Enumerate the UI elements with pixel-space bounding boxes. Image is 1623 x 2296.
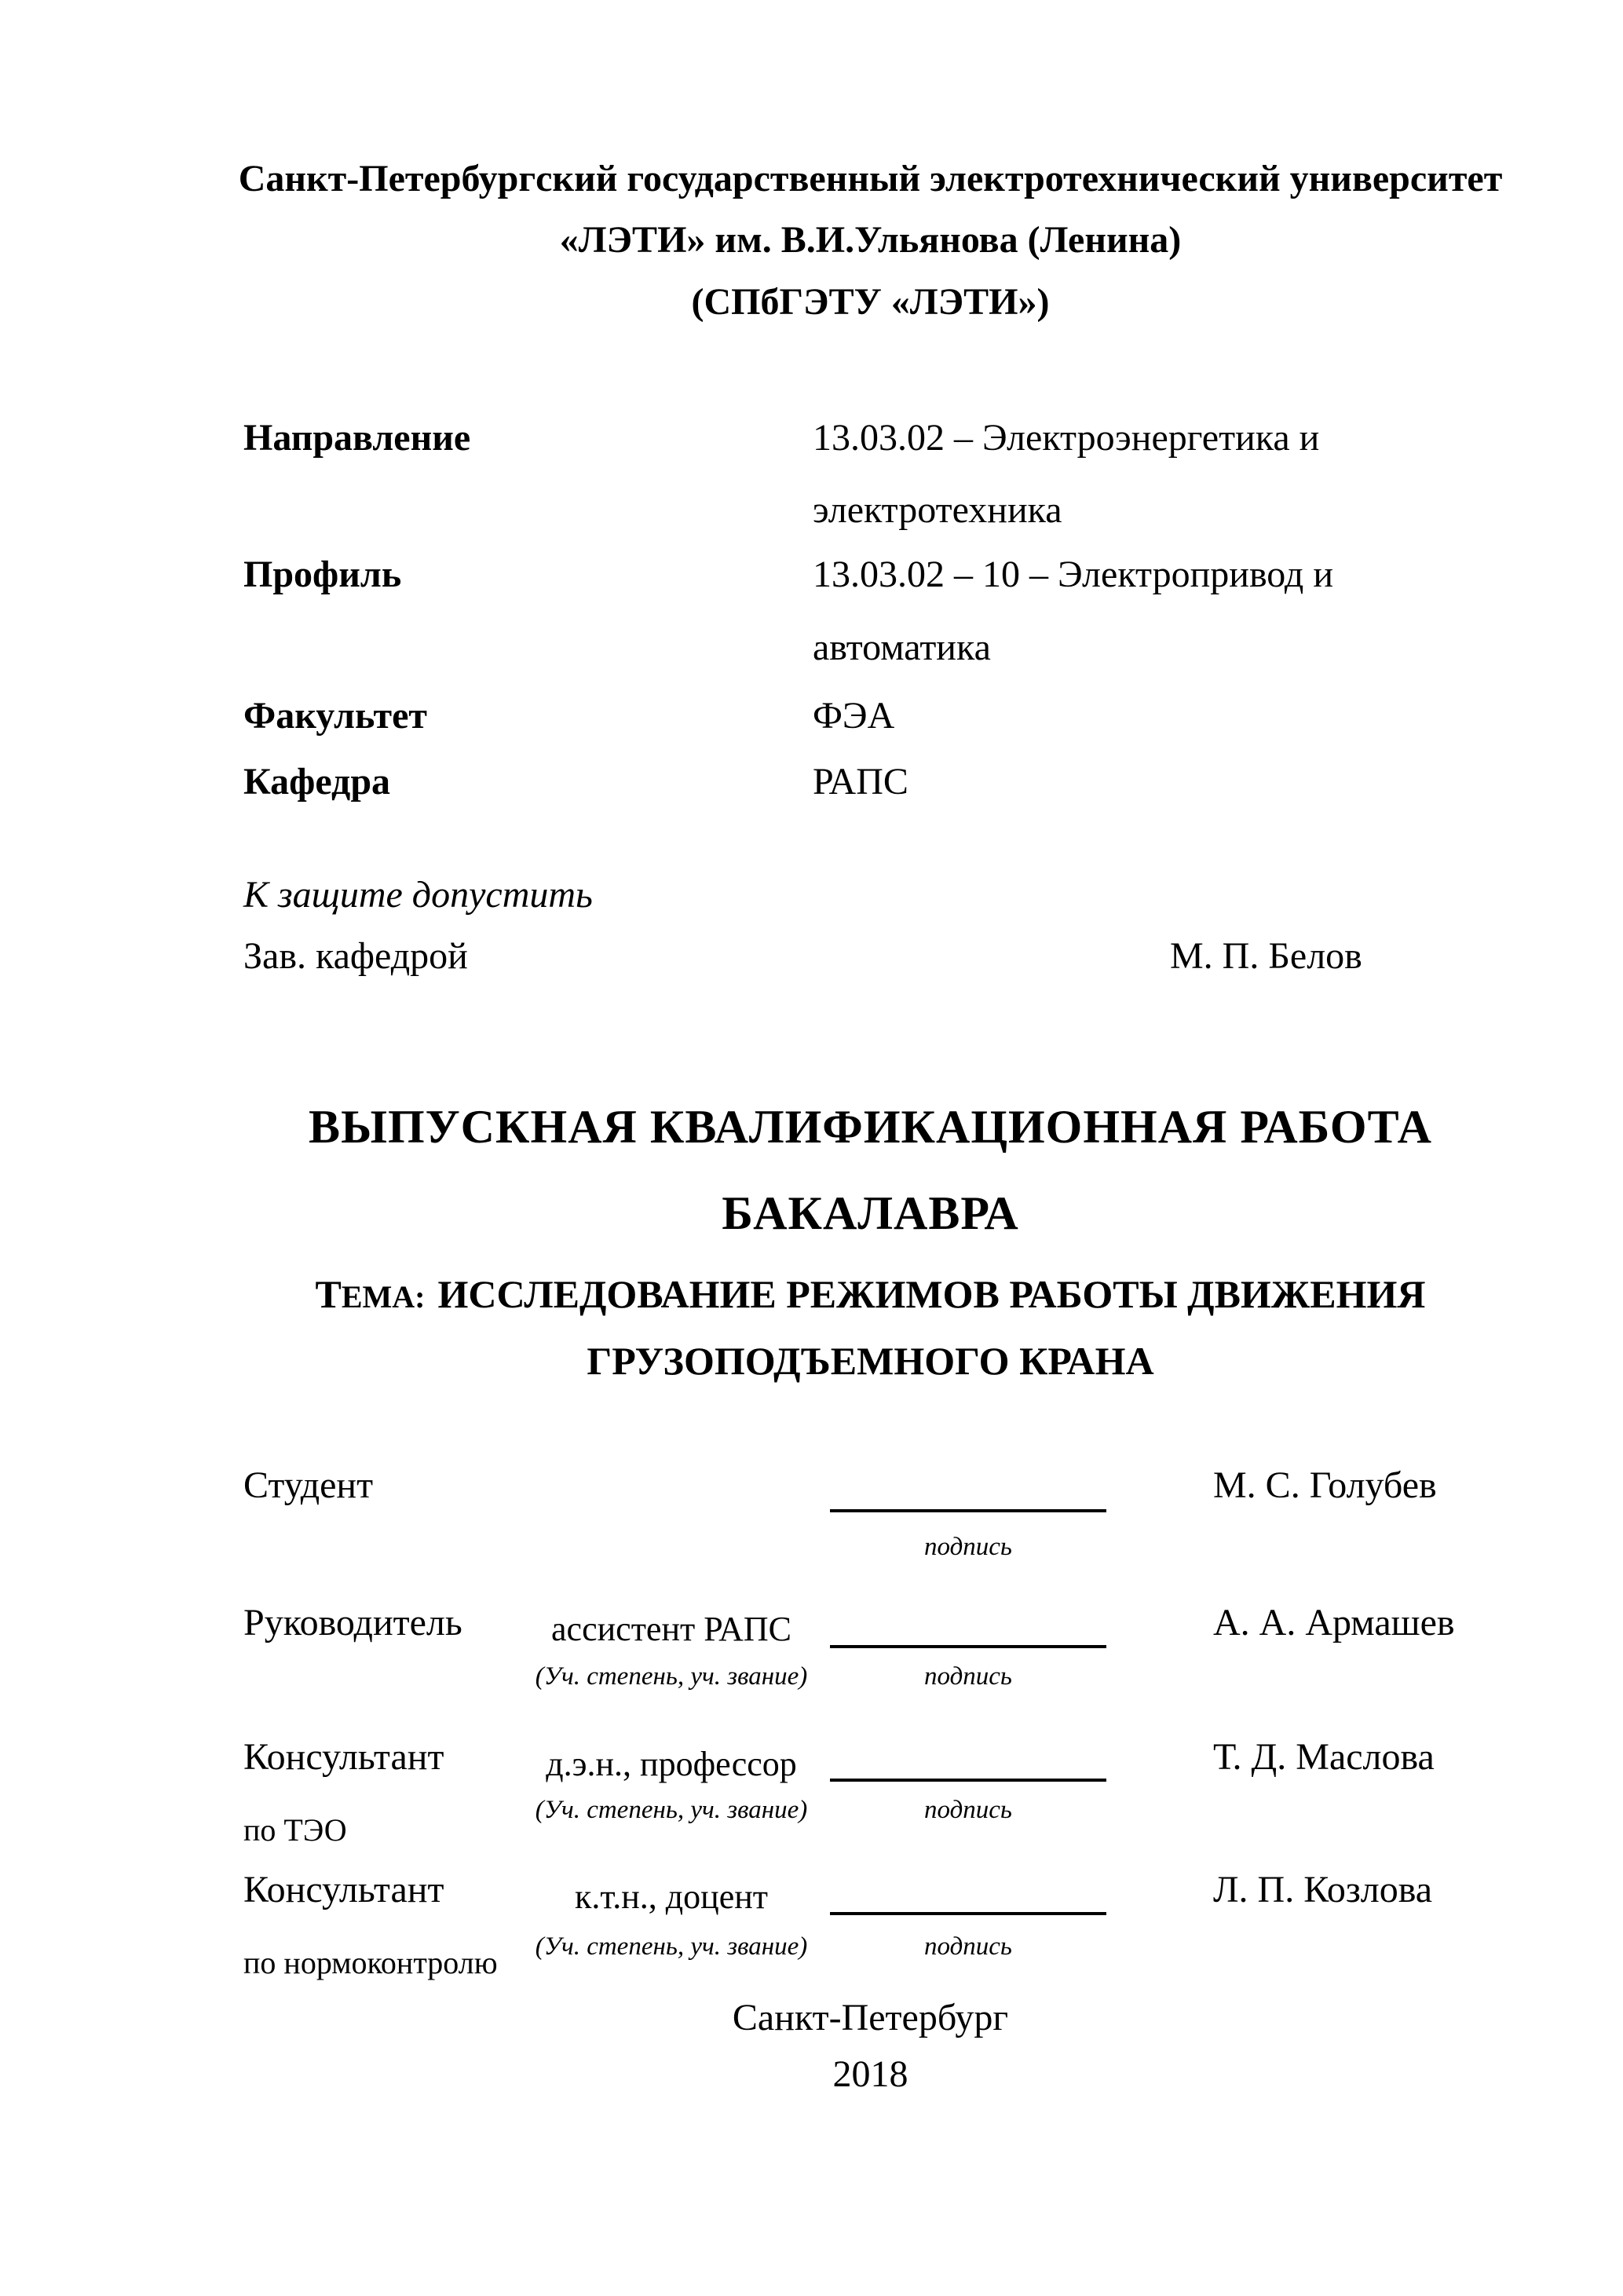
- department-label: Кафедра: [243, 761, 391, 803]
- department-head-label: Зав. кафедрой: [243, 935, 468, 977]
- profile-label: Профиль: [243, 554, 402, 595]
- consultant-norm-degree: к.т.н., доцент: [574, 1877, 769, 1916]
- footer-year: 2018: [832, 2053, 908, 2095]
- footer-city: Санкт-Петербург: [732, 1997, 1009, 2038]
- thesis-title-line2: БАКАЛАВРА: [722, 1187, 1019, 1239]
- department-head-name: М. П. Белов: [1170, 935, 1362, 977]
- consultant-norm-role-label: Консультант: [243, 1869, 444, 1910]
- faculty-label: Факультет: [243, 695, 427, 737]
- faculty-value: ФЭА: [813, 695, 895, 737]
- university-abbreviation: (СПбГЭТУ «ЛЭТИ»): [691, 281, 1050, 323]
- supervisor-name: А. А. Армашев: [1213, 1602, 1455, 1643]
- consultant-teo-degree: д.э.н., профессор: [546, 1745, 797, 1783]
- profile-value-line1: 13.03.02 – 10 – Электропривод и: [813, 554, 1333, 595]
- thesis-theme-line2: ГРУЗОПОДЪЕМНОГО КРАНА: [587, 1339, 1154, 1383]
- student-signature-hint: подпись: [924, 1533, 1012, 1561]
- consultant-norm-sublabel: по нормоконтролю: [243, 1945, 498, 1980]
- university-name-line2: «ЛЭТИ» им. В.И.Ульянова (Ленина): [559, 219, 1182, 261]
- thesis-title-line1: ВЫПУСКНАЯ КВАЛИФИКАЦИОННАЯ РАБОТА: [309, 1101, 1432, 1153]
- department-value: РАПС: [813, 761, 908, 803]
- student-name: М. С. Голубев: [1213, 1464, 1437, 1506]
- profile-value-line2: автоматика: [813, 627, 991, 668]
- consultant-teo-name: Т. Д. Маслова: [1213, 1736, 1435, 1778]
- consultant-teo-signature-line: [830, 1746, 1106, 1782]
- theme-prefix-initial: Т: [315, 1272, 342, 1316]
- direction-value-line1: 13.03.02 – Электроэнергетика и: [813, 417, 1320, 459]
- consultant-norm-signature-hint: подпись: [924, 1932, 1012, 1961]
- consultant-norm-name: Л. П. Козлова: [1213, 1869, 1433, 1910]
- theme-text-line1: ИССЛЕДОВАНИЕ РЕЖИМОВ РАБОТЫ ДВИЖЕНИЯ: [437, 1272, 1426, 1316]
- direction-label: Направление: [243, 417, 471, 459]
- consultant-teo-sublabel: по ТЭО: [243, 1812, 347, 1848]
- supervisor-signature-line: [830, 1612, 1106, 1648]
- university-name-line1: Санкт-Петербургский государственный электротехнический университет: [238, 158, 1503, 199]
- admission-permit-line: К защите допустить: [243, 874, 593, 916]
- consultant-norm-signature-line: [830, 1879, 1106, 1915]
- consultant-norm-degree-hint: (Уч. степень, уч. звание): [535, 1932, 808, 1961]
- consultant-teo-signature-hint: подпись: [924, 1796, 1012, 1824]
- student-role-label: Студент: [243, 1464, 374, 1506]
- supervisor-degree: ассистент РАПС: [551, 1610, 791, 1648]
- direction-value-line2: электротехника: [813, 489, 1062, 531]
- thesis-theme-line1: [236, 1270, 1505, 1321]
- supervisor-signature-hint: подпись: [924, 1662, 1012, 1691]
- theme-prefix-rest: ЕМА:: [341, 1279, 426, 1314]
- consultant-teo-role-label: Консультант: [243, 1736, 444, 1778]
- supervisor-role-label: Руководитель: [243, 1602, 462, 1643]
- student-signature-line: [830, 1476, 1106, 1512]
- consultant-teo-degree-hint: (Уч. степень, уч. звание): [535, 1796, 808, 1824]
- supervisor-degree-hint: (Уч. степень, уч. звание): [535, 1662, 808, 1691]
